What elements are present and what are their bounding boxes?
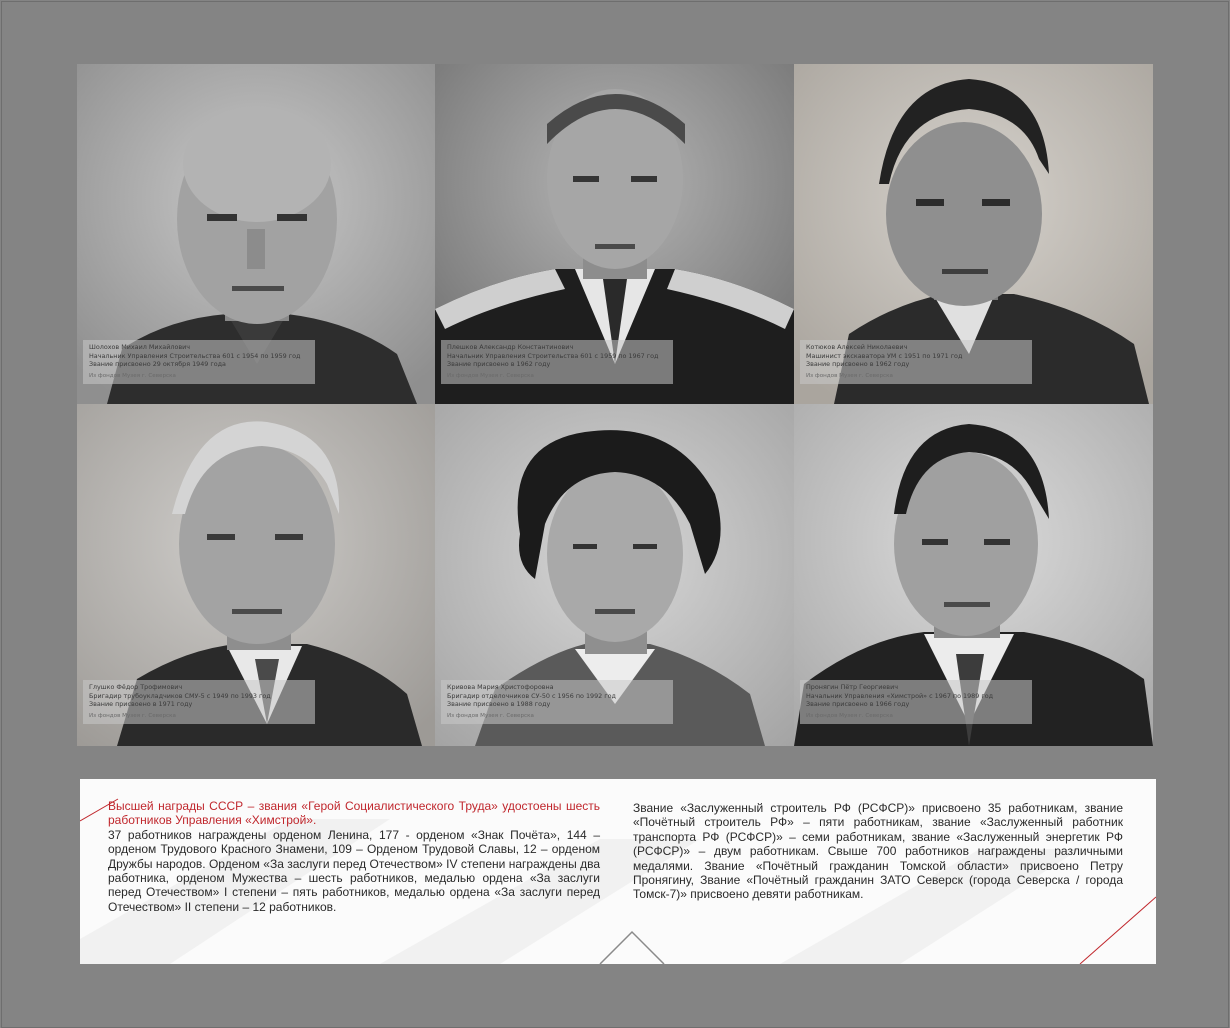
portrait-card xyxy=(794,64,1153,404)
photo-credit: Из фондов Музея г. Северска xyxy=(447,712,534,719)
portrait-role: Начальник Управления «Химстрой» с 1967 по 1989 год xyxy=(806,691,994,700)
portrait-award: Звание присвоено 29 октября 1949 года xyxy=(89,360,226,369)
portrait-caption xyxy=(800,680,1032,724)
text-column-right xyxy=(633,801,1123,902)
portrait-role: Машинист экскаватора УМ с 1951 по 1971 год xyxy=(806,351,963,360)
photo-credit: Из фондов Музея г. Северска xyxy=(89,712,176,719)
portrait-card xyxy=(794,404,1153,746)
portrait-name: Плешков Александр Константинович xyxy=(447,343,574,351)
portrait-award: Звание присвоено в 1988 году xyxy=(447,700,551,709)
photo-credit: Из фондов Музея г. Северска xyxy=(447,372,534,379)
portrait-name: Шолохов Михаил Михайлович xyxy=(89,343,191,351)
portrait-award: Звание присвоено в 1966 году xyxy=(806,700,910,709)
portrait-name: Кривова Мария Христофоровна xyxy=(447,683,554,691)
photo-credit: Из фондов Музея г. Северска xyxy=(806,372,893,379)
headline: Высшей награды СССР – звания «Герой Социалистического Труда» удостоены шесть работников Управления «Химстрой». xyxy=(108,799,600,828)
portrait-caption xyxy=(83,340,315,384)
text-column-left xyxy=(108,799,600,914)
photo-credit: Из фондов Музея г. Северска xyxy=(806,712,893,719)
text-panel xyxy=(80,779,1156,964)
portrait-grid xyxy=(77,64,1153,746)
portrait-award: Звание присвоено в 1962 году xyxy=(806,360,910,369)
portrait-role: Начальник Управления Строительства 601 с 1959 по 1967 год xyxy=(447,351,659,360)
portrait-card xyxy=(77,404,435,746)
portrait-caption xyxy=(800,340,1032,384)
portrait-award: Звание присвоено в 1971 году xyxy=(89,700,193,709)
portrait-caption xyxy=(441,340,673,384)
portrait-award: Звание присвоено в 1962 году xyxy=(447,360,551,369)
portrait-role: Бригадир отделочников СУ-50 с 1956 по 1992 год xyxy=(447,691,616,700)
portrait-name: Котюков Алексей Николаевич xyxy=(806,343,908,351)
portrait-caption xyxy=(441,680,673,724)
portrait-name: Пронягин Пётр Георгиевич xyxy=(806,683,898,691)
titles-paragraph: Звание «Заслуженный строитель РФ (РСФСР)» присвоено 35 работникам, звание «Почётный строитель РФ» – пяти работникам, звание «Заслуженный работник транспорта РФ (РСФСР)» – семи работникам, звание «Заслуженный энергетик РФ (РСФСР)» – двум работникам. Свыше 700 работников награждены различными медалями. Звание «Почётный гражданин Томской области» присвоено Петру Пронягину, Звание «Почётный гражданин ЗАТО Северск (города Северска / города Томск-7)» присвоено девяти работникам. xyxy=(633,801,1123,902)
awards-paragraph: 37 работников награждены орденом Ленина, 177 - орденом «Знак Почёта», 144 – орденом Трудового Красного Знамени, 109 – Орденом Трудовой Славы, 12 – орденом Дружбы народов. Орденом «За заслуги перед Отечеством» IV степени награждены два работника, орденом Мужества – шесть работников, медалью ордена «За заслуги перед Отечеством» I степени – пять работников, медалью ордена «За заслуги перед Отечеством» II степени – 12 работников. xyxy=(108,827,600,914)
portrait-role: Начальник Управления Строительства 601 с 1954 по 1959 год xyxy=(89,351,301,360)
photo-credit: Из фондов Музея г. Северска xyxy=(89,372,176,379)
portrait-role: Бригадир трубоукладчиков СМУ-5 с 1949 по 1993 год xyxy=(89,691,271,700)
portrait-name: Глушко Фёдор Трофимович xyxy=(89,683,183,691)
portrait-caption xyxy=(83,680,315,724)
portrait-card xyxy=(435,404,794,746)
portrait-card xyxy=(435,64,794,404)
portrait-card xyxy=(77,64,435,404)
